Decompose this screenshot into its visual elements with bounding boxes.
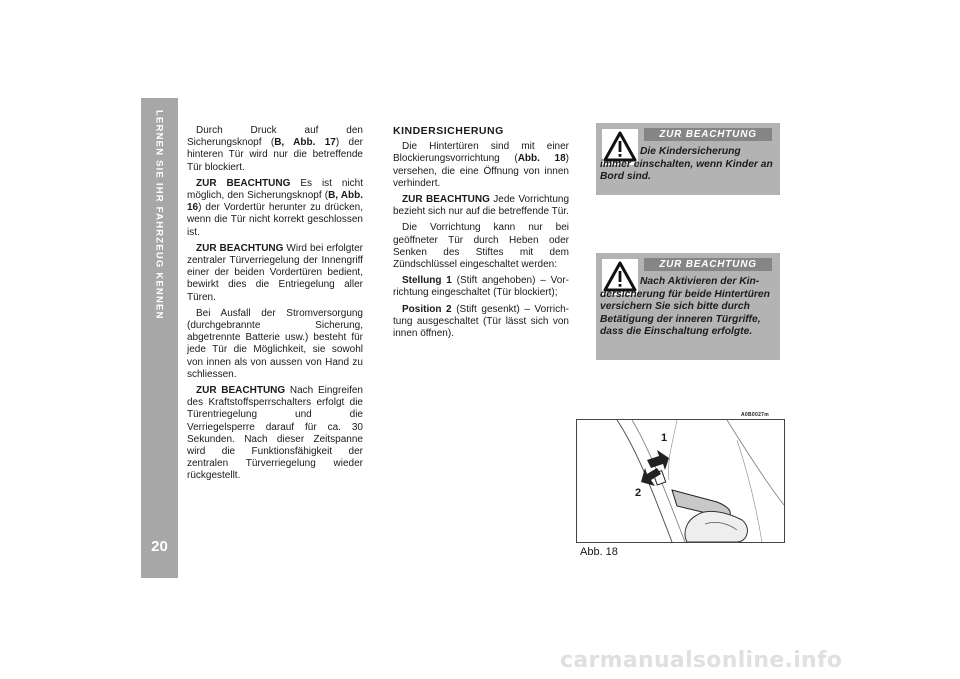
note-label: ZUR BEACHTUNG: [196, 177, 291, 189]
section-heading: KINDERSICHERUNG: [393, 125, 504, 137]
chapter-sidebar: [141, 98, 178, 578]
note-paragraph: ZUR BEACHTUNG Nach Eingreifen des Kraftstoffsperrschalters erfolgt die Türentriegelung und die Verriegelsperre darauf für ca. 30 Sekunden. Nach dieser Zeitspanne wird die Funktionsfähigkeit der zentralen Türverriegelung wieder rückgestellt.: [187, 385, 363, 482]
position-paragraph: Stellung 1 (Stift angehoben) – Vorrichtung eingeschaltet (Tür blockiert);: [393, 275, 569, 299]
note-label: ZUR BEACHTUNG: [196, 385, 286, 397]
page-number: 20: [151, 538, 168, 555]
warning-title: ZUR BEACHTUNG: [644, 128, 772, 141]
position-1-label: 1: [661, 432, 668, 444]
figure-child-lock-illustration: [576, 419, 785, 543]
note-paragraph: ZUR BEACHTUNG Wird bei erfolgter zentraler Türverriegelung der Innengriff einer der beiden Vordertüren bedient, bewirkt dies die Entriegelung aller Türen.: [187, 242, 363, 303]
chapter-title: LERNEN SIE IHR FAHRZEUG KENNEN: [153, 110, 165, 320]
paragraph: Die Hintertüren sind mit einer Blockierungsvorrichtung (Abb. 18) versehen, die eine Öffnung von innen verhindert.: [393, 141, 570, 189]
position-label: Position 2: [402, 303, 452, 315]
warning-box: [596, 253, 780, 360]
position-label: Stellung 1: [402, 275, 452, 287]
paragraph: Die Vorrichtung kann nur bei geöffneter Tür durch Heben oder Senken des Stiftes mit dem Zündschlüssel eingeschaltet werden:: [393, 222, 569, 271]
right-text-column: [393, 125, 569, 344]
warning-title: ZUR BEACHTUNG: [644, 258, 772, 271]
warning-text: Nach Aktivieren der Kindersicherung für beide Hintertüren versichern Sie sich bitte durch Betätigung der inneren Türgriffe, dass die Einschaltung erfolgte.: [600, 276, 770, 337]
note-label: ZUR BEACHTUNG: [196, 242, 284, 254]
warning-text: Die Kindersicherung immer einschalten, wenn Kinder an Bord sind.: [600, 146, 773, 182]
position-2-label: 2: [635, 487, 642, 499]
paragraph: Bei Ausfall der Stromversorgung (durchgebrannte Sicherung, abgetrennte Batterie usw.) besteht für jede Tür die Möglichkeit, sie sowohl von innen als von aussen von Hand zu schliessen.: [187, 307, 363, 380]
note-paragraph: ZUR BEACHTUNG Es ist nicht möglich, den Sicherungsknopf (B, Abb. 16) der Vordertür herunter zu drücken, wenn die Tür nicht korrekt geschlossen ist.: [187, 177, 364, 238]
position-paragraph: Position 2 (Stift gesenkt) – Vorrichtung ausgeschaltet (Tür lässt sich von innen öffnen).: [393, 303, 569, 340]
figure-reference: B, Abb. 17: [274, 137, 336, 149]
note-paragraph: ZUR BEACHTUNG Jede Vorrichtung bezieht sich nur auf die betreffende Tür.: [393, 194, 570, 218]
paragraph: Durch Druck auf den Sicherungsknopf (B, Abb. 17) der hinteren Tür wird nur die betreffende Tür blockiert.: [187, 125, 364, 173]
figure-reference: B, Abb. 16: [187, 190, 364, 214]
figure-caption: Abb. 18: [580, 546, 618, 558]
watermark: carmanualsonline.info: [560, 648, 843, 673]
note-label: ZUR BEACHTUNG: [402, 194, 490, 206]
left-text-column: [187, 125, 363, 487]
figure-reference: Abb. 18: [517, 153, 566, 165]
warning-box: [596, 123, 780, 195]
figure-code: A0B0027m: [741, 412, 769, 418]
